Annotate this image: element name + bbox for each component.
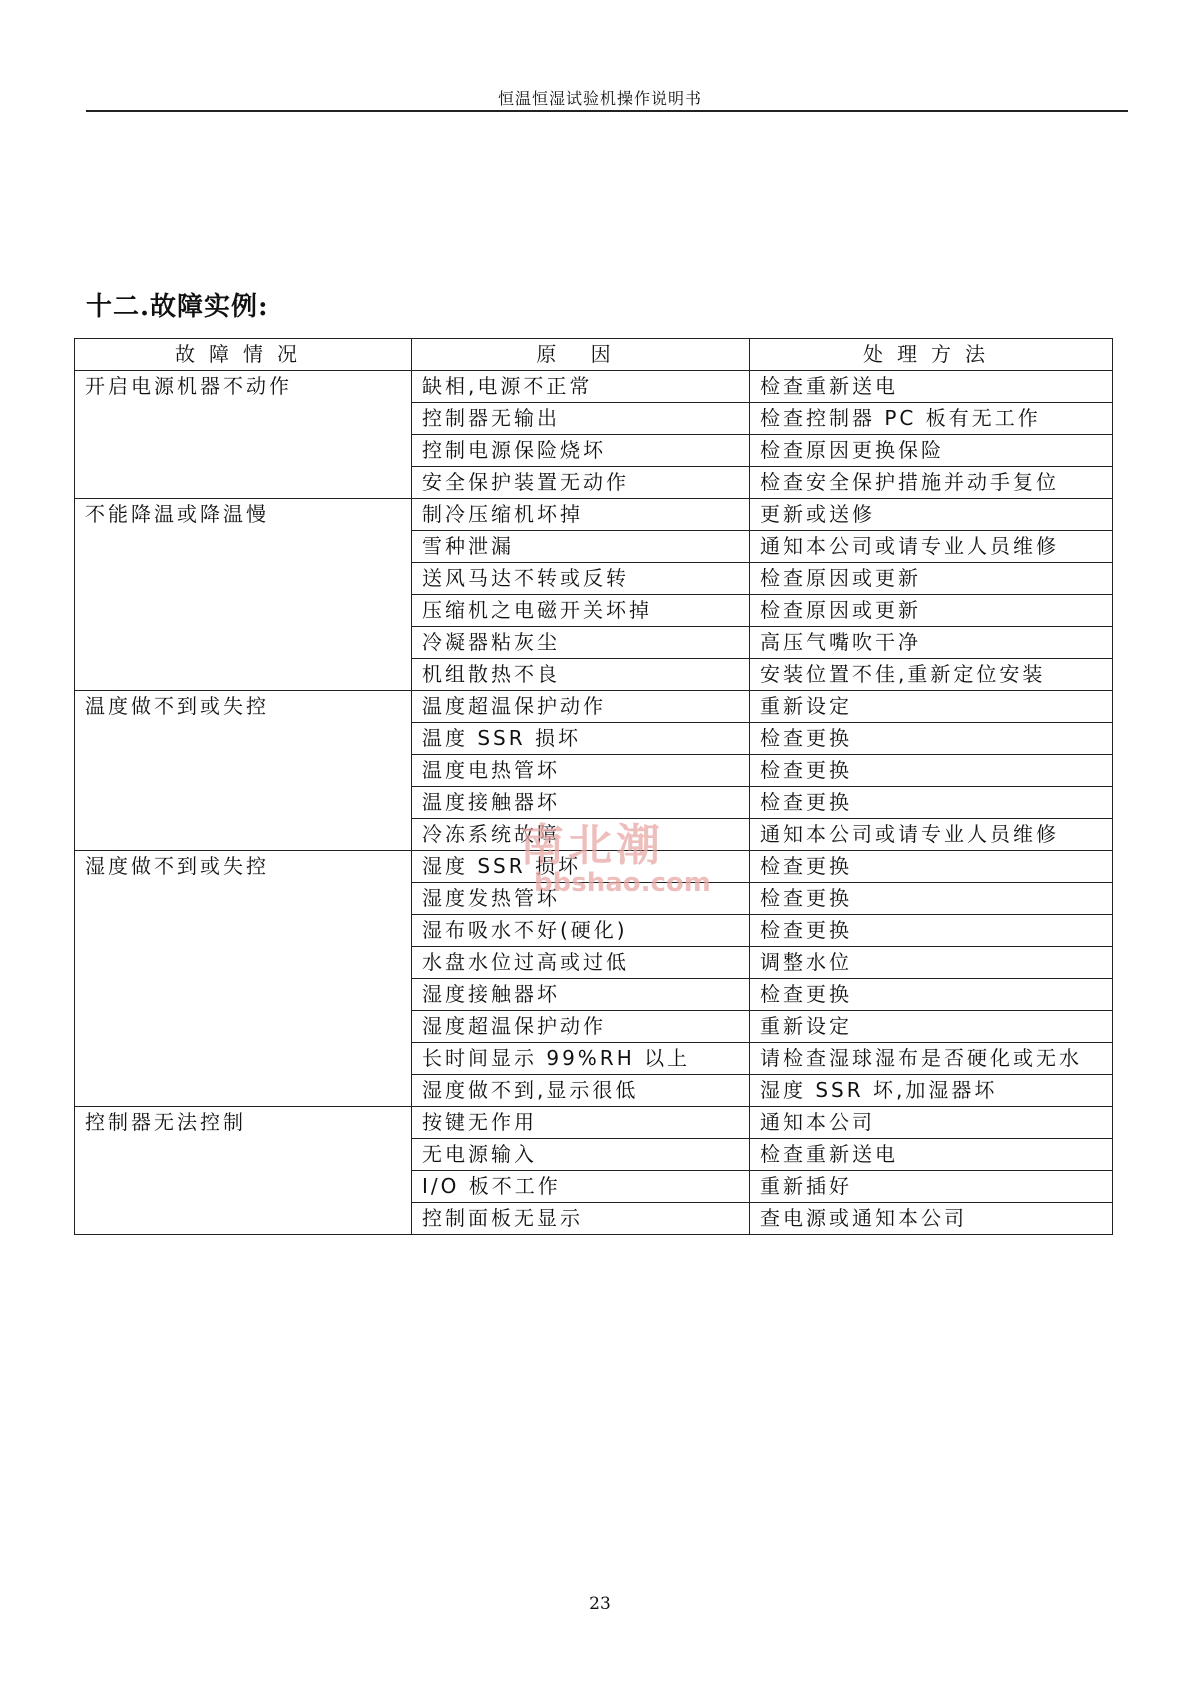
table-row (75, 1107, 1113, 1139)
method-cell: 通知本公司或请专业人员维修 (750, 819, 1113, 851)
cause-cell: 湿度 SSR 损坏 (412, 851, 750, 883)
cause-cell: 缺相,电源不正常 (412, 371, 750, 403)
method-cell: 重新插好 (750, 1171, 1113, 1203)
method-cell: 湿度 SSR 坏,加湿器坏 (750, 1075, 1113, 1107)
cause-cell: 长时间显示 99%RH 以上 (412, 1043, 750, 1075)
method-cell: 检查更换 (750, 787, 1113, 819)
cause-cell: 控制器无输出 (412, 403, 750, 435)
cause-cell: 按键无作用 (412, 1107, 750, 1139)
method-cell: 检查重新送电 (750, 371, 1113, 403)
method-cell: 请检查湿球湿布是否硬化或无水 (750, 1043, 1113, 1075)
method-cell: 检查更换 (750, 979, 1113, 1011)
cause-cell: I/O 板不工作 (412, 1171, 750, 1203)
column-header-method: 处理方法 (750, 339, 1113, 371)
cause-cell: 雪种泄漏 (412, 531, 750, 563)
cause-cell: 压缩机之电磁开关坏掉 (412, 595, 750, 627)
cause-cell: 冷凝器粘灰尘 (412, 627, 750, 659)
cause-cell: 冷冻系统故障 (412, 819, 750, 851)
method-cell: 检查更换 (750, 755, 1113, 787)
cause-cell: 送风马达不转或反转 (412, 563, 750, 595)
cause-cell: 机组散热不良 (412, 659, 750, 691)
cause-cell: 湿度接触器坏 (412, 979, 750, 1011)
method-cell: 检查更换 (750, 723, 1113, 755)
fault-table-body (75, 371, 1113, 1235)
table-row (75, 851, 1113, 883)
method-cell: 检查原因或更新 (750, 595, 1113, 627)
cause-cell: 湿布吸水不好(硬化) (412, 915, 750, 947)
method-cell: 检查原因更换保险 (750, 435, 1113, 467)
cause-cell: 无电源输入 (412, 1139, 750, 1171)
method-cell: 更新或送修 (750, 499, 1113, 531)
fault-cell: 控制器无法控制 (75, 1107, 412, 1235)
method-cell: 检查更换 (750, 851, 1113, 883)
method-cell: 高压气嘴吹干净 (750, 627, 1113, 659)
cause-cell: 水盘水位过高或过低 (412, 947, 750, 979)
cause-cell: 湿度做不到,显示很低 (412, 1075, 750, 1107)
method-cell: 检查安全保护措施并动手复位 (750, 467, 1113, 499)
cause-cell: 湿度超温保护动作 (412, 1011, 750, 1043)
method-cell: 调整水位 (750, 947, 1113, 979)
cause-cell: 温度 SSR 损坏 (412, 723, 750, 755)
cause-cell: 温度电热管坏 (412, 755, 750, 787)
cause-cell: 安全保护装置无动作 (412, 467, 750, 499)
section-title: 十二.故障实例: (86, 292, 269, 322)
fault-cell: 湿度做不到或失控 (75, 851, 412, 1107)
table-row (75, 691, 1113, 723)
method-cell: 检查更换 (750, 883, 1113, 915)
cause-cell: 控制面板无显示 (412, 1203, 750, 1235)
table-row (75, 499, 1113, 531)
table-row (75, 371, 1113, 403)
method-cell: 检查更换 (750, 915, 1113, 947)
method-cell: 通知本公司 (750, 1107, 1113, 1139)
method-cell: 通知本公司或请专业人员维修 (750, 531, 1113, 563)
cause-cell: 控制电源保险烧坏 (412, 435, 750, 467)
method-cell: 检查重新送电 (750, 1139, 1113, 1171)
column-header-fault: 故障情况 (75, 339, 412, 371)
page-number: 23 (589, 1594, 611, 1614)
cause-cell: 制冷压缩机坏掉 (412, 499, 750, 531)
fault-cell: 温度做不到或失控 (75, 691, 412, 851)
method-cell: 查电源或通知本公司 (750, 1203, 1113, 1235)
fault-cell: 不能降温或降温慢 (75, 499, 412, 691)
method-cell: 重新设定 (750, 691, 1113, 723)
cause-cell: 湿度发热管坏 (412, 883, 750, 915)
fault-cell: 开启电源机器不动作 (75, 371, 412, 499)
cause-cell: 温度超温保护动作 (412, 691, 750, 723)
header-divider (86, 110, 1128, 112)
watermark-logo: 南北潮 bbshao.com (520, 820, 711, 898)
cause-cell: 温度接触器坏 (412, 787, 750, 819)
method-cell: 重新设定 (750, 1011, 1113, 1043)
method-cell: 检查控制器 PC 板有无工作 (750, 403, 1113, 435)
column-header-cause: 原 因 (412, 339, 750, 371)
table-header-row (75, 339, 1113, 371)
method-cell: 检查原因或更新 (750, 563, 1113, 595)
document-header-title: 恒温恒湿试验机操作说明书 (497, 89, 702, 108)
fault-table (74, 338, 1113, 1235)
method-cell: 安装位置不佳,重新定位安装 (750, 659, 1113, 691)
